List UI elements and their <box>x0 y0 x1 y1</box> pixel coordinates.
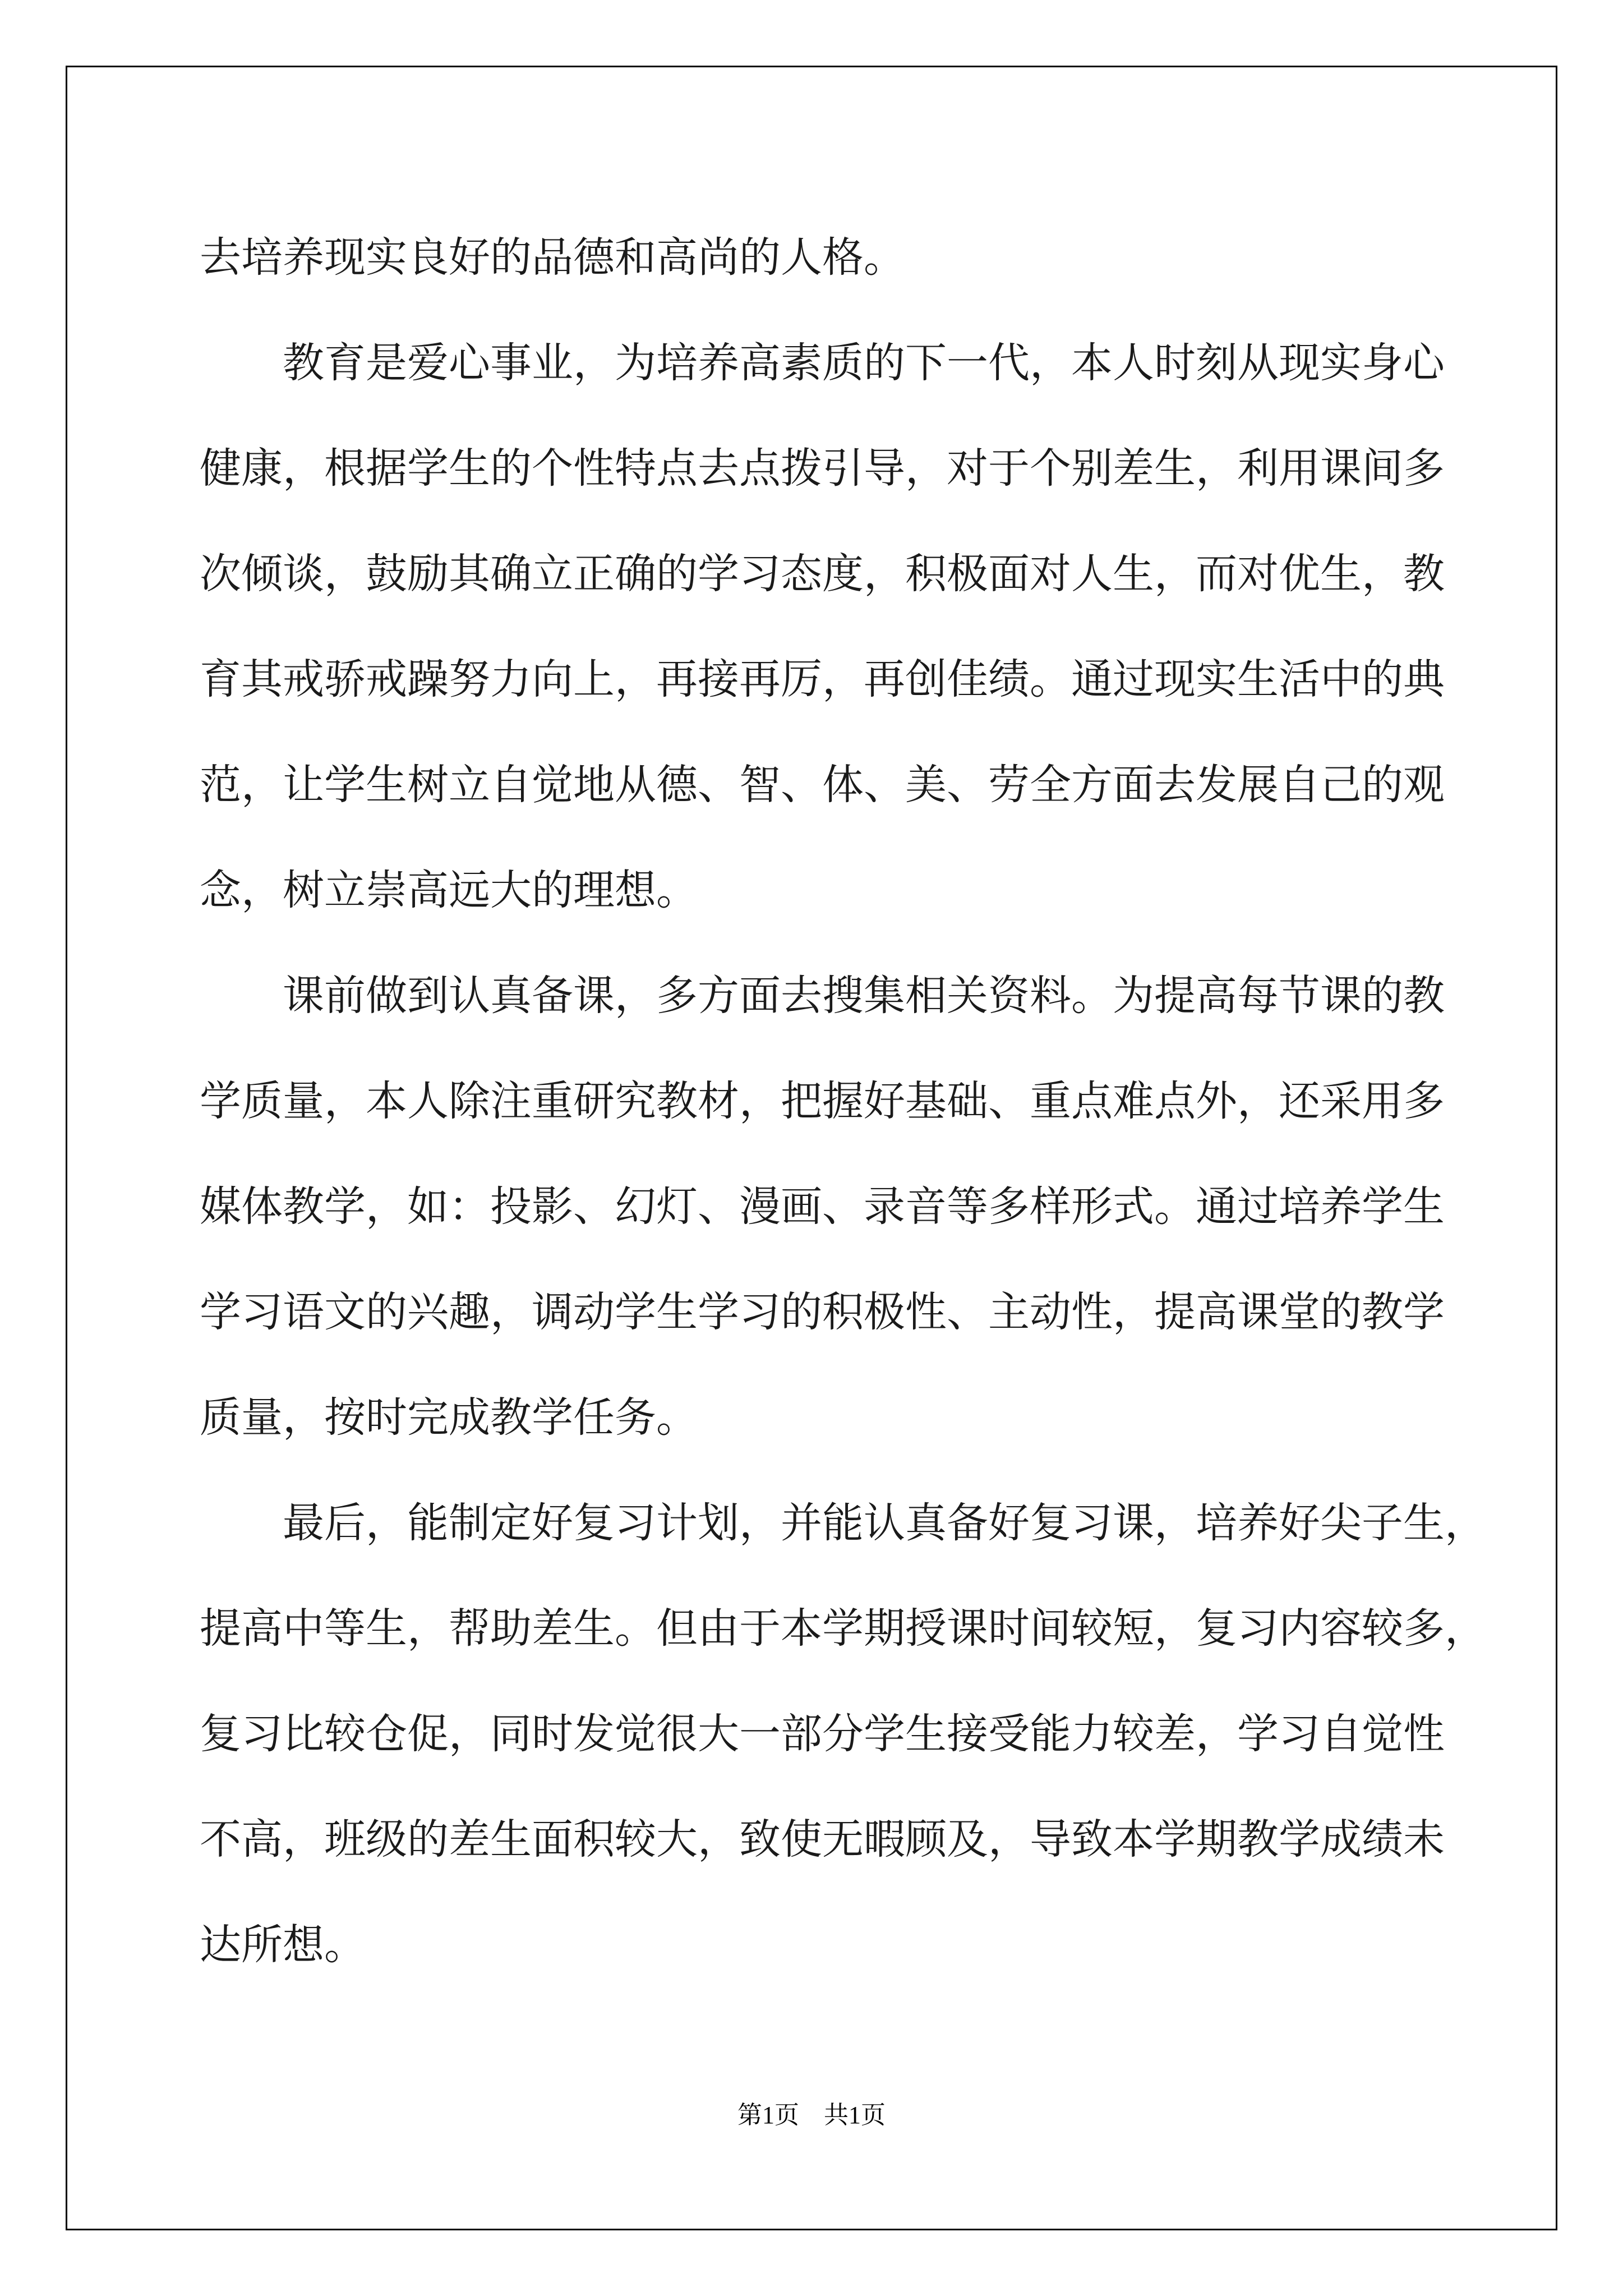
text-line: 健康，根据学生的个性特点去点拨引导，对于个别差生，利用课间多 <box>200 444 1445 493</box>
text-line: 去培养现实良好的品德和高尚的人格。 <box>200 233 905 282</box>
text-line: 次倾谈，鼓励其确立正确的学习态度，积极面对人生，而对优生，教 <box>200 550 1445 598</box>
text-line: 质量，按时完成教学任务。 <box>200 1393 698 1442</box>
text-line: 不高，班级的差生面积较大，致使无暇顾及，导致本学期教学成绩未 <box>200 1815 1445 1864</box>
text-line: 最后，能制定好复习计划，并能认真备好复习课，培养好尖子生， <box>283 1499 1486 1547</box>
text-line: 达所想。 <box>200 1921 366 1969</box>
text-line: 教育是爱心事业，为培养高素质的下一代，本人时刻从现实身心 <box>283 339 1445 387</box>
text-line: 媒体教学，如：投影、幻灯、漫画、录音等多样形式。通过培养学生 <box>200 1182 1445 1231</box>
text-line: 复习比较仓促，同时发觉很大一部分学生接受能力较差，学习自觉性 <box>200 1710 1445 1758</box>
text-line: 课前做到认真备课，多方面去搜集相关资料。为提高每节课的教 <box>283 972 1445 1020</box>
text-line: 育其戒骄戒躁努力向上，再接再厉，再创佳绩。通过现实生活中的典 <box>200 655 1445 703</box>
text-line: 范，让学生树立自觉地从德、智、体、美、劳全方面去发展自己的观 <box>200 761 1445 809</box>
page-number-footer: 第1页 共1页 <box>737 2101 886 2129</box>
text-line: 学质量，本人除注重研究教材，把握好基础、重点难点外，还采用多 <box>200 1077 1445 1125</box>
text-line: 念，树立崇高远大的理想。 <box>200 866 698 914</box>
text-line: 学习语文的兴趣，调动学生学习的积极性、主动性，提高课堂的教学 <box>200 1288 1445 1336</box>
text-line: 提高中等生，帮助差生。但由于本学期授课时间较短，复习内容较多， <box>200 1604 1486 1653</box>
